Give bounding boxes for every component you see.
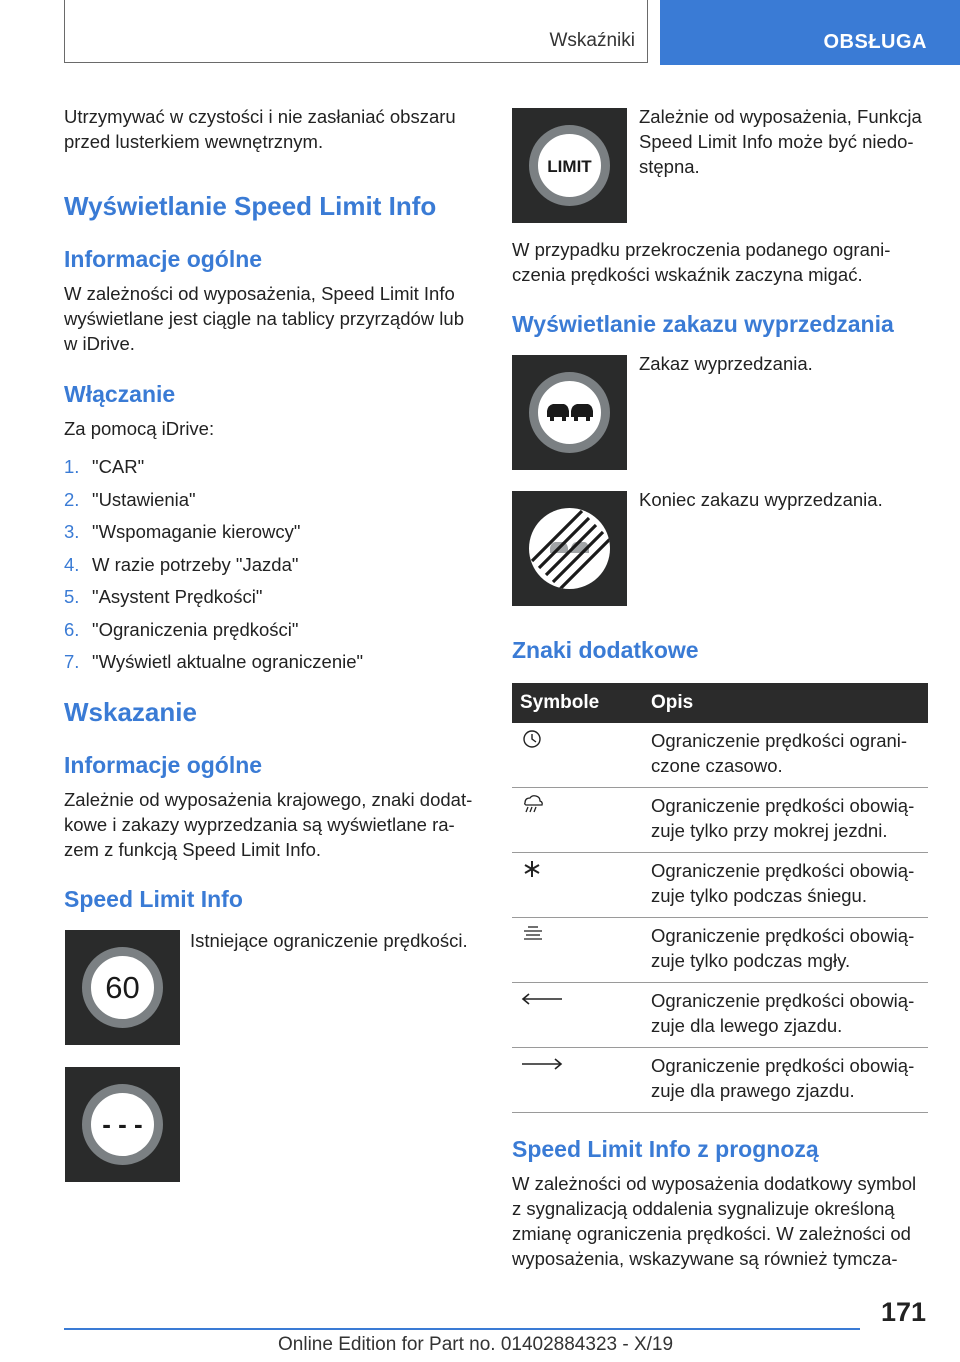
no-overtaking-sign-icon <box>512 355 627 470</box>
description-line: zuje tylko przy mokrej jezdni. <box>651 820 888 841</box>
list-item <box>64 487 484 520</box>
end-no-overtaking-description: Koniec zakazu wyprzedzania. <box>639 489 883 510</box>
step-number: 6. <box>64 618 80 640</box>
rain-cloud-icon <box>520 798 546 819</box>
description-line: czone czasowo. <box>651 755 783 776</box>
description-line: Ograniczenie prędkości ograni- <box>651 730 908 751</box>
heading-enable: Włączanie <box>64 381 176 407</box>
speed-limit-60-sign-icon <box>65 930 180 1045</box>
end-no-overtaking-sign-icon <box>512 491 627 606</box>
heading-indication: Wskazanie <box>64 697 197 727</box>
intro-line: Utrzymywać w czystości i nie zasłaniać obszaru <box>64 106 456 127</box>
description-line: Ograniczenie prędkości obowią- <box>651 1055 915 1076</box>
table-row <box>512 983 928 1048</box>
table-row <box>512 723 928 788</box>
list-item <box>64 519 484 552</box>
step-text: "CAR" <box>92 456 145 477</box>
exceed-paragraph <box>512 237 890 287</box>
idrive-steps-list <box>64 454 484 682</box>
general-info-paragraph-1 <box>64 281 464 356</box>
column-header-symbols: Symbole <box>512 683 648 723</box>
step-text: "Ograniczenia prędkości" <box>92 618 299 640</box>
heading-no-overtaking: Wyświetlanie zakazu wyprzedzania <box>512 311 894 337</box>
symbol-cell <box>512 723 648 788</box>
intro-paragraph <box>64 104 456 154</box>
step-text: "Ustawienia" <box>92 488 196 510</box>
no-overtaking-description: Zakaz wyprzedzania. <box>639 353 813 374</box>
snowflake-icon <box>520 863 546 884</box>
step-text: "Wspomaganie kierowcy" <box>92 521 301 542</box>
symbol-cell <box>512 788 648 853</box>
sign-60-label: 60 <box>105 970 140 1005</box>
footer-edition: Online Edition for Part no. 01402884323 - X/19 <box>278 1334 674 1355</box>
clock-icon <box>520 733 546 754</box>
header-section-title: Wskaźniki <box>549 30 635 51</box>
paragraph-line: wyposażenia, wskazywane są również tymcza- <box>512 1248 898 1269</box>
paragraph-line: czenia prędkości wskaźnik zaczyna migać. <box>512 264 863 285</box>
description-line: Ograniczenie prędkości obowią- <box>651 990 915 1011</box>
paragraph-line: zmianę ograniczenia prędkości. W zależności od <box>512 1223 911 1244</box>
heading-display-sli: Wyświetlanie Speed Limit Info <box>64 191 437 221</box>
step-number: 1. <box>64 456 80 477</box>
speed-limit-unknown-sign-icon <box>65 1067 180 1182</box>
heading-sli-forecast: Speed Limit Info z prognozą <box>512 1136 819 1162</box>
paragraph-line: Zależnie od wyposażenia krajowego, znaki dodat- <box>64 789 473 810</box>
step-number: 4. <box>64 553 80 575</box>
heading-speed-limit-info: Speed Limit Info <box>64 886 243 912</box>
paragraph-line: stępna. <box>639 156 700 177</box>
list-item <box>64 649 484 682</box>
intro-line: przed lusterkiem wewnętrznym. <box>64 131 324 152</box>
table-row <box>512 918 928 983</box>
arrow-left-icon <box>520 993 564 1014</box>
list-item <box>64 584 484 617</box>
paragraph-line: Speed Limit Info może być niedo- <box>639 131 914 152</box>
step-text: "Asystent Prędkości" <box>92 586 263 607</box>
header-chapter-title: OBSŁUGA <box>823 31 927 53</box>
description-cell <box>648 918 928 983</box>
description-cell <box>648 1048 928 1113</box>
heading-general-info-1: Informacje ogólne <box>64 246 263 272</box>
description-line: Ograniczenie prędkości obowią- <box>651 925 915 946</box>
forecast-paragraph <box>512 1171 916 1271</box>
symbol-cell <box>512 1048 648 1113</box>
page-number: 171 <box>880 1297 926 1327</box>
step-text: W razie potrzeby "Jazda" <box>92 553 299 575</box>
sign-limit-label: LIMIT <box>547 157 592 176</box>
header-section-box <box>64 0 648 63</box>
header-chapter-tab <box>660 0 960 65</box>
paragraph-line: kowe i zakazy wyprzedzania są wyświetlane ra- <box>64 814 455 835</box>
list-item <box>64 552 484 585</box>
sign-dashes-label: - - - <box>102 1109 143 1139</box>
list-item <box>64 454 484 487</box>
table-row <box>512 788 928 853</box>
column-header-description: Opis <box>648 683 928 723</box>
description-line: Ograniczenie prędkości obowią- <box>651 795 915 816</box>
table-header-row <box>512 683 928 723</box>
heading-additional-signs: Znaki dodatkowe <box>512 637 699 663</box>
description-line: zuje tylko podczas mgły. <box>651 950 851 971</box>
description-line: zuje tylko podczas śniegu. <box>651 885 867 906</box>
heading-general-info-2: Informacje ogólne <box>64 752 263 778</box>
paragraph-line: W przypadku przekroczenia podanego ograni- <box>512 239 891 260</box>
description-line: zuje dla prawego zjazdu. <box>651 1080 855 1101</box>
description-line: Ograniczenie prędkości obowią- <box>651 860 915 881</box>
enable-intro: Za pomocą iDrive: <box>64 418 215 439</box>
step-number: 7. <box>64 651 80 672</box>
step-number: 5. <box>64 586 80 607</box>
list-item <box>64 617 484 650</box>
additional-signs-table <box>512 683 928 1113</box>
table-row <box>512 853 928 918</box>
paragraph-line: wyświetlane jest ciągle na tablicy przyrządów lub <box>64 308 464 329</box>
limit-availability-paragraph <box>639 104 922 179</box>
step-number: 3. <box>64 521 80 542</box>
paragraph-line: zem z funkcją Speed Limit Info. <box>64 839 322 860</box>
paragraph-line: W zależności od wyposażenia dodatkowy symbol <box>512 1173 917 1194</box>
step-text: "Wyświetl aktualne ograniczenie" <box>92 651 364 672</box>
description-cell <box>648 853 928 918</box>
fog-icon <box>520 928 546 949</box>
symbol-cell <box>512 983 648 1048</box>
symbol-cell <box>512 918 648 983</box>
symbol-cell <box>512 853 648 918</box>
description-line: zuje dla lewego zjazdu. <box>651 1015 843 1036</box>
limit-unavailable-sign-icon <box>512 108 627 223</box>
general-info-paragraph-2 <box>64 787 472 862</box>
description-cell <box>648 983 928 1048</box>
paragraph-line: w iDrive. <box>64 333 135 354</box>
footer-divider <box>64 1328 860 1330</box>
description-cell <box>648 723 928 788</box>
paragraph-line: Zależnie od wyposażenia, Funkcja <box>639 106 922 127</box>
step-number: 2. <box>64 488 80 510</box>
paragraph-line: W zależności od wyposażenia, Speed Limit Info <box>64 283 455 304</box>
sli-description: Istniejące ograniczenie prędkości. <box>190 930 468 951</box>
paragraph-line: z sygnalizacją oddalenia sygnalizuje określoną <box>512 1198 895 1219</box>
description-cell <box>648 788 928 853</box>
arrow-right-icon <box>520 1058 564 1079</box>
table-row <box>512 1048 928 1113</box>
